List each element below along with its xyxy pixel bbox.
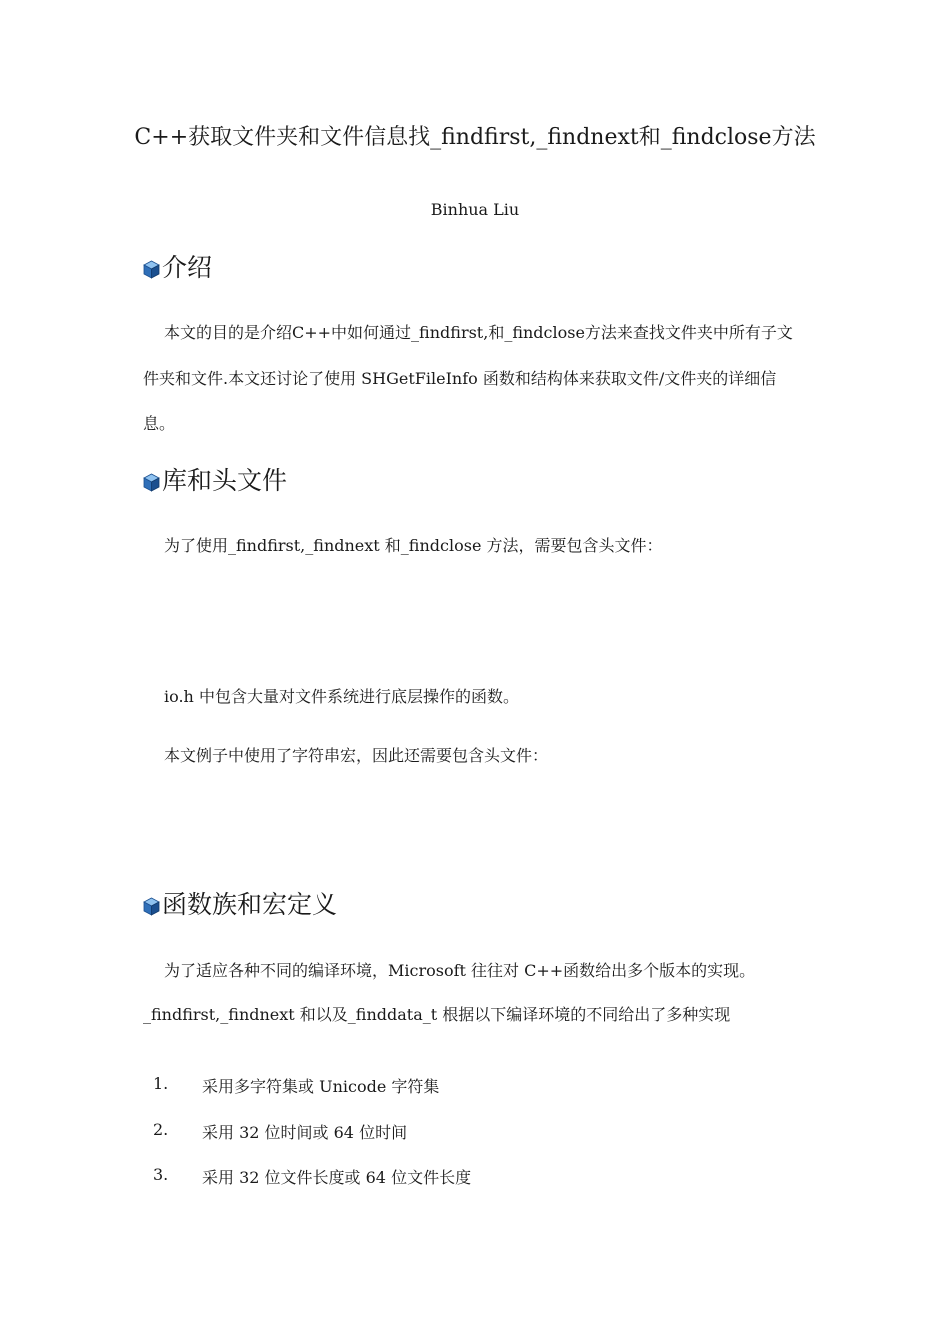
libraries-paragraph-3: 本文例子中使用了字符串宏，因此还需要包含头文件：: [164, 746, 549, 765]
document-title: C++获取文件夹和文件信息找_findfirst,_findnext和_findclose方法: [134, 125, 816, 150]
cube-bullet-icon: [143, 473, 160, 492]
cube-bullet-icon: [143, 260, 160, 279]
intro-paragraph-line-3: 息。: [143, 414, 176, 433]
cube-bullet-icon: [143, 897, 160, 916]
intro-paragraph-line-2: 件夹和文件.本文还讨论了使用 SHGetFileInfo 函数和结构体来获取文件/文件夹的详细信: [143, 369, 777, 388]
section-heading-functions: [143, 885, 337, 921]
list-item-number: 3.: [153, 1165, 169, 1184]
intro-paragraph-line-1: 本文的目的是介绍C++中如何通过_findfirst,和_findclose方法来查找文件夹中所有子文: [164, 323, 793, 342]
list-item-number: 2.: [153, 1120, 169, 1139]
libraries-paragraph-2: io.h 中包含大量对文件系统进行底层操作的函数。: [164, 687, 519, 706]
section-heading-text: 函数族和宏定义: [162, 890, 338, 919]
author-name: Binhua Liu: [430, 200, 520, 219]
functions-paragraph-line-2: _findfirst,_findnext 和以及_finddata_t 根据以下编译环境的不同给出了多种实现: [143, 1005, 731, 1024]
section-heading-text: 介绍: [162, 253, 213, 282]
section-heading-text: 库和头文件: [162, 466, 288, 495]
functions-paragraph-line-1: 为了适应各种不同的编译环境，Microsoft 往往对 C++函数给出多个版本的实现。: [164, 961, 756, 980]
list-item-text: 采用 32 位文件长度或 64 位文件长度: [202, 1168, 472, 1187]
section-heading-intro: [143, 248, 212, 284]
section-heading-libraries: [143, 461, 287, 497]
list-item-number: 1.: [153, 1074, 169, 1093]
libraries-paragraph-1: 为了使用_findfirst,_findnext 和_findclose 方法，需要包含头文件：: [164, 536, 663, 555]
list-item-text: 采用多字符集或 Unicode 字符集: [202, 1077, 440, 1096]
list-item-text: 采用 32 位时间或 64 位时间: [202, 1123, 408, 1142]
